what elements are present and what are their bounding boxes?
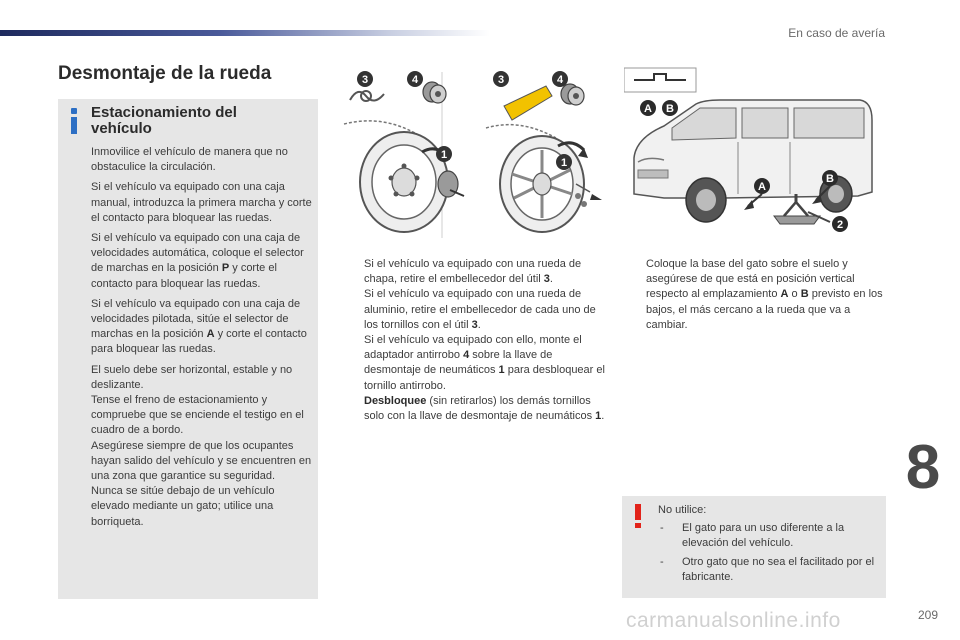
callout-label: 4 xyxy=(411,74,419,86)
callout-label: 4 xyxy=(556,74,564,86)
warning-item xyxy=(658,521,880,551)
header-accent-bar xyxy=(0,30,490,36)
page-number: 209 xyxy=(917,608,938,622)
info-box xyxy=(58,99,318,599)
steel-wheel-illustration xyxy=(338,66,470,242)
jack-steps-list xyxy=(622,257,887,333)
callout-label: B xyxy=(666,103,674,115)
info-paragraph: Nunca se sitúe debajo de un vehículo elevado mediante un gato; utilice una borriqueta. xyxy=(91,485,275,528)
info-icon xyxy=(69,108,79,134)
list-item-text: Si el vehículo va equipado con una rueda de aluminio, retire el embellecedor de cada uno de los tornillos con el útil 3. xyxy=(364,288,596,331)
watermark: carmanualsonline.info xyxy=(626,609,841,632)
warning-item-text: Otro gato que no sea el facilitado por el fabricante. xyxy=(682,555,875,583)
callout-label: 3 xyxy=(497,74,505,86)
warning-icon xyxy=(634,504,642,528)
warning-item-text: El gato para un uso diferente a la elevación del vehículo. xyxy=(682,522,845,550)
list-item xyxy=(622,257,887,333)
alloy-wheel-illustration xyxy=(484,66,604,242)
info-box-title: Estacionamiento del vehículo xyxy=(91,104,237,137)
cap-removal-tool-icon xyxy=(504,86,552,120)
list-item-text: Si el vehículo va equipado con ello, monte el adaptador antirrobo 4 sobre la llave de desmontaje de neumáticos 1 para desbloquear el tornillo antirrobo. xyxy=(364,334,605,392)
list-item-text: Si el vehículo va equipado con una rueda de chapa, retire el embellecedor del útil 3. xyxy=(364,258,582,286)
list-item-text: Coloque la base del gato sobre el suelo y asegúrese de que está en posición vertical respecto al emplazamiento A o B previsto en los bajos, el más cercano a la rueda que va a cambiar. xyxy=(646,258,883,331)
list-item xyxy=(340,394,605,424)
callout-label: 1 xyxy=(560,157,568,169)
callout-label: 2 xyxy=(836,219,844,231)
callout-label: A xyxy=(758,181,766,193)
removal-steps-list xyxy=(340,257,605,424)
van-jack-illustration xyxy=(624,66,888,242)
list-item xyxy=(340,257,605,287)
info-paragraph: Si el vehículo va equipado con una caja de velocidades automática, coloque el selector de marchas en la posición P y corte el contacto para bloquear las ruedas. xyxy=(91,232,304,290)
info-paragraph: El suelo debe ser horizontal, estable y no deslizante. xyxy=(91,363,293,391)
page-title: Desmontaje de la rueda xyxy=(58,63,272,84)
callout-label: 3 xyxy=(361,74,369,86)
info-paragraph: Inmovilice el vehículo de manera que no obstaculice la circulación. xyxy=(91,146,288,174)
callout-label: A xyxy=(644,103,652,115)
antitheft-adapter-icon xyxy=(561,84,584,105)
callout-label: 1 xyxy=(440,149,448,161)
info-paragraph: Si el vehículo va equipado con una caja manual, introduzca la primera marcha y corte el contacto para bloquear las ruedas. xyxy=(91,181,312,224)
warning-body xyxy=(658,503,880,585)
callout-label: B xyxy=(826,173,834,185)
warning-intro: No utilice: xyxy=(658,504,707,516)
dash-icon: - xyxy=(660,555,664,568)
hook-tool-icon xyxy=(350,92,384,101)
list-item-text: Desbloquee (sin retirarlos) los demás tornillos solo con la llave de desmontaje de neumáticos 1. xyxy=(364,394,605,423)
info-paragraph: Si el vehículo va equipado con una caja de velocidades pilotada, sitúe el selector de marchas en la posición A y corte el contacto para bloquear las ruedas. xyxy=(91,297,307,356)
list-item xyxy=(340,287,605,333)
info-paragraph: Tense el freno de estacionamiento y compruebe que se enciende el testigo en el cuadro de a bordo. xyxy=(91,394,304,437)
list-item xyxy=(340,333,605,394)
info-paragraph: Asegúrese siempre de que los ocupantes hayan salido del vehículo y se encuentren en una zona que garantice su seguridad. xyxy=(91,439,312,483)
chapter-number: 8 xyxy=(905,433,941,502)
warning-box xyxy=(622,496,886,598)
section-name: En caso de avería xyxy=(788,26,885,40)
warning-item xyxy=(658,555,880,585)
info-box-body xyxy=(91,145,313,530)
arrow-icon xyxy=(590,194,602,200)
antitheft-adapter-icon xyxy=(423,82,446,103)
dash-icon: - xyxy=(660,522,664,535)
